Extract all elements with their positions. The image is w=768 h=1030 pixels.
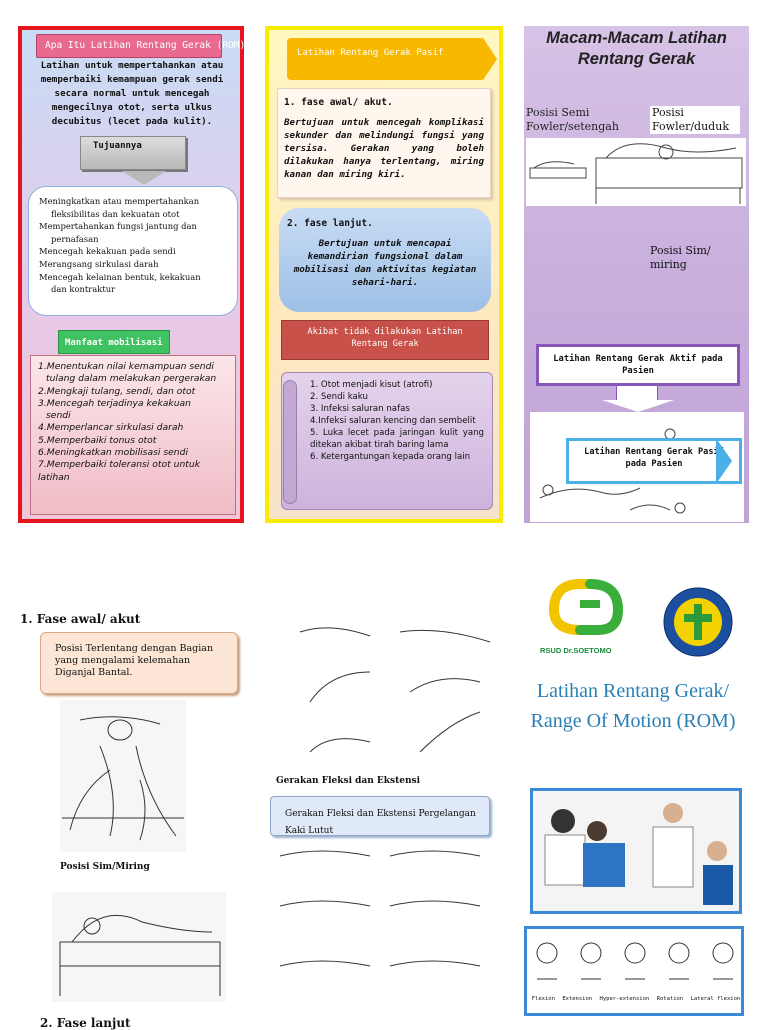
right-arrow-icon <box>716 438 732 484</box>
neck-labels <box>528 996 744 1003</box>
list-item: Mencegah kelainan bentuk, kekakuan <box>39 271 201 282</box>
brochure-title: Latihan Rentang Gerak/ Range Of Motion (ROM) <box>530 680 736 732</box>
akibat-list <box>281 372 493 510</box>
leg-exercise-illustration <box>270 836 488 1000</box>
caption-sim: Posisi Sim/Miring <box>60 862 150 872</box>
note-fleksi: Gerakan Fleksi dan Ekstensi Pergelangan Kaki Lutut <box>270 796 490 836</box>
posisi-sim: Posisi Sim/ miring <box>650 244 711 271</box>
panel2-title: Latihan Rentang Gerak Pasif <box>287 38 485 80</box>
patient-supine-illustration <box>60 700 186 852</box>
list-item: 3.Mencegah terjadinya kekakuan <box>38 397 192 409</box>
list-item: fleksibilitas dan kekuatan otot <box>51 208 180 219</box>
patient-side-illustration <box>52 892 226 1002</box>
neck-label: Lateral flexion <box>690 996 741 1002</box>
panel3-title: Macam-Macam Latihan Rentang Gerak <box>546 29 727 68</box>
panel-pasif <box>265 26 503 523</box>
panel-macam <box>524 26 749 523</box>
bed-illustration <box>526 138 746 206</box>
manfaat-list <box>30 355 236 515</box>
list-item: 2. Sendi kaku <box>310 392 368 402</box>
list-item: 4.Infeksi saluran kencing dan sembelit <box>310 416 476 426</box>
list-item: pernafasan <box>51 233 99 244</box>
panel1-intro: Latihan untuk mempertahankan atau memperbaiki kemampuan gerak sendi secara normal untuk mencegah mengecilnya otot, serta ulkus decubitus (lecet pada kulit). <box>40 60 224 127</box>
fase-lanjut-card <box>279 208 491 312</box>
list-item: Meningkatkan atau mempertahankan <box>39 196 200 206</box>
down-arrow-icon <box>602 400 674 412</box>
fase-lanjut-body: Bertujuan untuk mencapai kemandirian fungsional dalam mobilisasi dan aktivitas kegiatan sehari-hari. <box>293 238 477 288</box>
down-arrow-icon <box>122 171 166 185</box>
list-item: latihan <box>38 471 70 483</box>
akibat-label: Akibat tidak dilakukan Latihan Rentang Gerak <box>281 320 489 360</box>
panel1-title: Apa Itu Latihan Rentang Gerak (ROM) <box>36 34 222 58</box>
fase-awal-body: Bertujuan untuk mencegah komplikasi sekunder dan melindungi fungsi yang tersisa. Gerakan yang boleh dilakukan hanya terlentang, miring kanan dan miring kiri. <box>284 117 484 180</box>
fase-awal-heading: 1. Fase awal/ akut <box>20 612 141 626</box>
list-item: Merangsang sirkulasi darah <box>39 258 159 269</box>
posisi-fowler: Posisi Fowler/duduk <box>650 106 740 134</box>
scroll-curl-decoration <box>283 380 297 504</box>
list-item: sendi <box>46 410 71 422</box>
panel-pengertian <box>18 26 244 523</box>
list-item: 6. Ketergantungan kepada orang lain <box>310 452 471 462</box>
neck-label: Extension <box>562 996 593 1002</box>
tujuan-list <box>28 186 238 316</box>
note-terlentang: Posisi Terlentang dengan Bagian yang mengalami kelemahan Diganjal Bantal. <box>40 632 238 694</box>
list-item: 6.Meningkatkan mobilisasi sendi <box>38 447 189 459</box>
rsud-logo-text: RSUD Dr.SOETOMO <box>540 646 612 655</box>
manfaat-label: Manfaat mobilisasi <box>58 330 170 354</box>
list-item: 1. Otot menjadi kisut (atrofi) <box>310 380 433 390</box>
caption-fleksi: Gerakan Fleksi dan Ekstensi <box>276 776 420 786</box>
arm-exercise-illustration <box>290 612 500 764</box>
therapist-photo <box>530 788 742 914</box>
list-item: 1.Menentukan nilai kemampuan sendi <box>38 361 214 372</box>
neck-label: Hyper-extension <box>599 996 650 1002</box>
posisi-semi-fowler: Posisi Semi Fowler/setengah <box>526 106 619 133</box>
list-item: Mencegah kekakuan pada sendi <box>39 246 176 257</box>
neck-label: Rotation <box>656 996 684 1002</box>
pasif-label: Latihan Rentang Gerak Pasif pada Pasien <box>566 438 742 484</box>
list-item: Mempertahankan fungsi jantung dan <box>39 221 197 232</box>
tujuan-label: Tujuannya <box>80 136 186 170</box>
fase-lanjut-heading: 2. Fase lanjut <box>40 1016 131 1030</box>
list-item: 5.Memperbaiki tonus otot <box>38 434 157 446</box>
rsud-logo <box>540 570 632 658</box>
aktif-label: Latihan Rentang Gerak Aktif pada Pasien <box>536 344 740 386</box>
list-item: 2.Mengkaji tulang, sendi, dan otot <box>38 385 196 397</box>
fase-lanjut-heading: 2. fase lanjut. <box>287 218 373 229</box>
neck-label: Flexion <box>531 996 555 1002</box>
fase-awal-card <box>277 88 491 198</box>
list-item: 4.Memperlancar sirkulasi darah <box>38 422 184 434</box>
fase-awal-heading: 1. fase awal/ akut. <box>284 97 393 108</box>
list-item: dan kontraktur <box>51 284 116 295</box>
list-item: tulang dalam melakukan pergerakan <box>46 373 217 385</box>
list-item: 3. Infeksi saluran nafas <box>310 404 410 414</box>
list-item: 5. Luka lecet pada jaringan kulit yang ditekan akibat tirah baring lama <box>310 428 484 450</box>
kemkes-logo <box>662 586 734 658</box>
list-item: 7.Memperbaiki toleransi otot untuk <box>38 459 201 471</box>
